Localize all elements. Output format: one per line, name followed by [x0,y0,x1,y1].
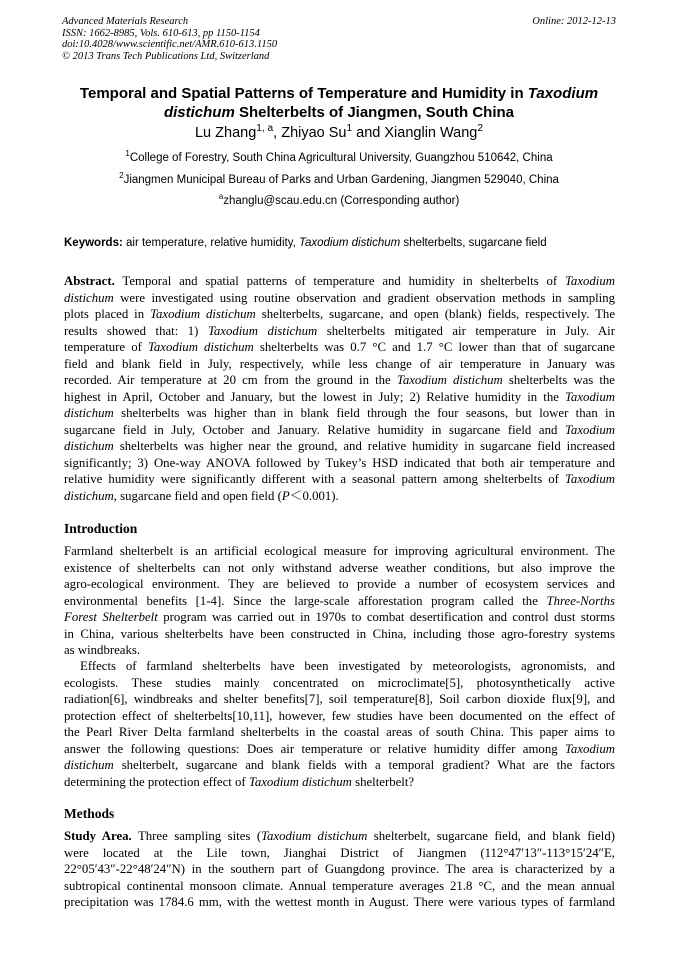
keywords-text-1: air temperature, relative humidity, [122,237,299,249]
title-text: Temporal and Spatial Patterns of Temperature and Humidity in [79,85,528,102]
abstract-line [64,389,615,406]
abstract-line [64,306,615,323]
intro-text: program was carried out in 1970s to combat desertification and control dust storms [157,610,615,624]
intro-italic: distichum [64,758,114,772]
abstract-text: sugarcane field in July, October and January. Relative humidity in sugarcane field and [64,422,565,437]
intro-line: protection effect of shelterbelts[10,11], however, few studies have been documented on the effect of [64,708,615,723]
keywords-label: Keywords: [64,237,123,249]
abstract-text: shelterbelts was higher near the ground, and relative humidity in sugarcane field increased [113,439,615,453]
intro-line: radiation[6], windbreaks and shelter benefits[7], soil temperature[8], Soil carbon dioxide flux[9], and [64,692,615,706]
intro-text: shelterbelt? [351,774,415,789]
abstract-line [64,471,615,488]
abstract-italic: Taxodium distichum [147,340,254,354]
abstract-label: Abstract. [64,274,115,288]
abstract-text: Temporal and spatial patterns of temperature and humidity in shelterbelts of [114,274,565,288]
author-3-sup: 2 [477,123,483,135]
author-2: , Zhiyao Su [273,125,347,141]
abstract-italic: Taxodium [564,472,615,486]
abstract-italic: Taxodium distichum [150,307,256,321]
intro-text: shelterbelt, sugarcane and blank fields with a temporal gradient? What are the factors [113,758,615,772]
title-text-end: Shelterbelts of Jiangmen, South China [234,104,515,121]
affiliation-1 [58,151,620,165]
affiliation-2-sup: 2 [119,171,124,181]
author-2-sup: 1 [346,123,353,135]
online-date: Online: 2012-12-13 [532,16,616,27]
abstract-line [64,488,615,505]
abstract-text: ＜0.001). [289,488,339,503]
abstract-text: shelterbelts was 0.7 °C and 1.7 °C lower than that of sugarcane [253,340,615,354]
methods-text: shelterbelt, sugarcane field, and blank field) [367,829,615,843]
study-area-paragraph [64,828,615,911]
keywords-italic: Taxodium distichum [299,237,401,249]
abstract-italic: Taxodium distichum [207,323,318,338]
intro-line: in China, various shelterbelts have been constructed in China, including those agro-forestry systems [64,626,615,641]
abstract-line [64,339,615,356]
intro-line [64,757,615,774]
paper-title [58,84,620,122]
author-list [58,123,620,143]
intro-text: answer the following questions: Does air temperature or relative humidity differ among [64,741,565,756]
journal-name: Advanced Materials Research [62,16,189,27]
corresponding-email [58,194,620,208]
email-text: zhanglu@scau.edu.cn (Corresponding author) [223,195,460,207]
intro-italic: Taxodium [564,741,615,756]
intro-italic: Three-Norths [546,593,615,608]
intro-line: existence of shelterbelts can not only withstand adverse weather conditions, but also improve the [64,560,615,575]
abstract-text: shelterbelts was higher than in blank field through the four seasons, but lower than in [113,406,615,420]
abstract-italic: distichum [64,488,114,503]
abstract-italic: distichum [64,406,114,420]
abstract-italic: distichum [64,290,114,305]
methods-line: were located at the Lile town, Jianghai District of Jiangmen (112°47′13″-113°15′24″E, [64,845,615,860]
study-area-label: Study Area. [64,829,132,843]
journal-header [62,16,616,62]
abstract-text: results showed that: 1) [64,323,208,338]
intro-line: the Pearl River Delta farmland shelterbelts in the coastal areas of south China. This paper aims to [64,725,615,739]
abstract-text: significantly; 3) One-way ANOVA followed by Tukey’s HSD indicated that both air temperature and [64,455,615,470]
affiliation-1-sup: 1 [125,149,130,159]
abstract-line [64,422,615,439]
abstract-text: shelterbelts mitigated air temperature in July. Air [317,323,615,338]
abstract-line [64,372,615,389]
introduction-heading: Introduction [64,521,138,536]
title-italic-species: distichum [163,104,235,121]
abstract-italic: P [281,488,290,503]
abstract-italic: Taxodium [564,422,615,437]
intro-text: environmental benefits [1-4]. Since the large-scale afforestation program called the [64,593,547,608]
abstract-line [64,455,615,472]
intro-line: agro-ecological environment. They are believed to provide a number of ecosystem services and [64,577,615,591]
intro-line [64,593,615,610]
affiliation-2 [58,173,620,187]
abstract-text: relative humidity were significantly different with a seasonal pattern among shelterbelts of [64,472,565,486]
abstract-text: field and blank field in July, respectively, while less change of air temperature in January was [64,356,615,371]
abstract-italic: distichum [64,439,114,453]
intro-line: Farmland shelterbelt is an artificial ecological measure for improving agricultural environment. The [64,544,615,558]
abstract-line [64,438,615,455]
abstract-line [64,273,615,290]
introduction-paragraph-1 [64,543,615,659]
author-1: Lu Zhang [194,125,257,141]
methods-italic: Taxodium distichum [261,829,368,843]
methods-line: subtropical continental monsoon climate. Annual temperature averages 21.8 °C, and the mean annual [64,878,615,893]
intro-line [64,774,615,791]
abstract-italic: Taxodium [564,389,615,404]
author-1-sup: 1, a [256,123,274,135]
abstract-text: temperature of [64,340,148,354]
abstract-text: plots placed in [64,307,151,321]
methods-line: precipitation was 1784.6 mm, with the wettest month in August. There were various types of farmland [64,895,615,909]
methods-line: 22°05′43″-22°48′24″N) in the southern part of Guangdong province. The area is characterized by a [64,862,615,876]
title-italic-genus: Taxodium [527,85,599,102]
intro-line: ecologists. These studies mainly concentrated on microclimate[5], photosynthetically active [64,675,615,690]
abstract-text: recorded. Air temperature at 20 cm from the ground in the [64,373,397,387]
intro-line [64,741,615,758]
abstract-text: , sugarcane field and open field ( [113,488,282,503]
intro-italic: Taxodium distichum [248,774,352,789]
email-sup: a [218,192,224,202]
doi-line: doi:10.4028/www.scientific.net/AMR.610-613.1150 [62,39,278,50]
intro-italic: Forest Shelterbelt [64,610,158,624]
abstract-line [64,323,615,340]
abstract [64,273,615,504]
abstract-line [64,356,615,373]
abstract-italic: Taxodium distichum [396,373,503,387]
methods-text: Three sampling sites ( [131,829,262,843]
intro-line: Effects of farmland shelterbelts have been investigated by meteorologists, agronomists, and [80,659,615,673]
introduction-paragraph-2 [64,658,615,790]
abstract-line [64,405,615,422]
intro-text: determining the protection effect of [64,774,249,789]
intro-line: as windbreaks. [64,643,141,657]
abstract-text: were investigated using routine observation and gradient observation methods in sampling [113,290,615,305]
abstract-text: shelterbelts was the [502,373,615,387]
methods-heading: Methods [64,806,115,821]
abstract-text: shelterbelts, sugarcane, and open (blank) fields, respectively. The [255,307,615,321]
copyright-line: © 2013 Trans Tech Publications Ltd, Switzerland [62,50,270,62]
keywords-text-2: shelterbelts, sugarcane field [400,237,547,249]
affiliation-1-text: College of Forestry, South China Agricultural University, Guangzhou 510642, China [129,152,553,164]
intro-line [64,609,615,626]
author-3: and Xianglin Wang [352,125,478,141]
methods-line [64,828,615,845]
issn-line: ISSN: 1662-8985, Vols. 610-613, pp 1150-1154 [62,27,260,39]
keywords [64,236,618,250]
abstract-line [64,290,615,307]
abstract-italic: Taxodium [564,274,615,288]
affiliation-2-text: Jiangmen Municipal Bureau of Parks and Urban Gardening, Jiangmen 529040, China [123,174,559,186]
abstract-text: highest in April, October and January, but the lowest in July; 2) Relative humidity in the [64,389,565,404]
